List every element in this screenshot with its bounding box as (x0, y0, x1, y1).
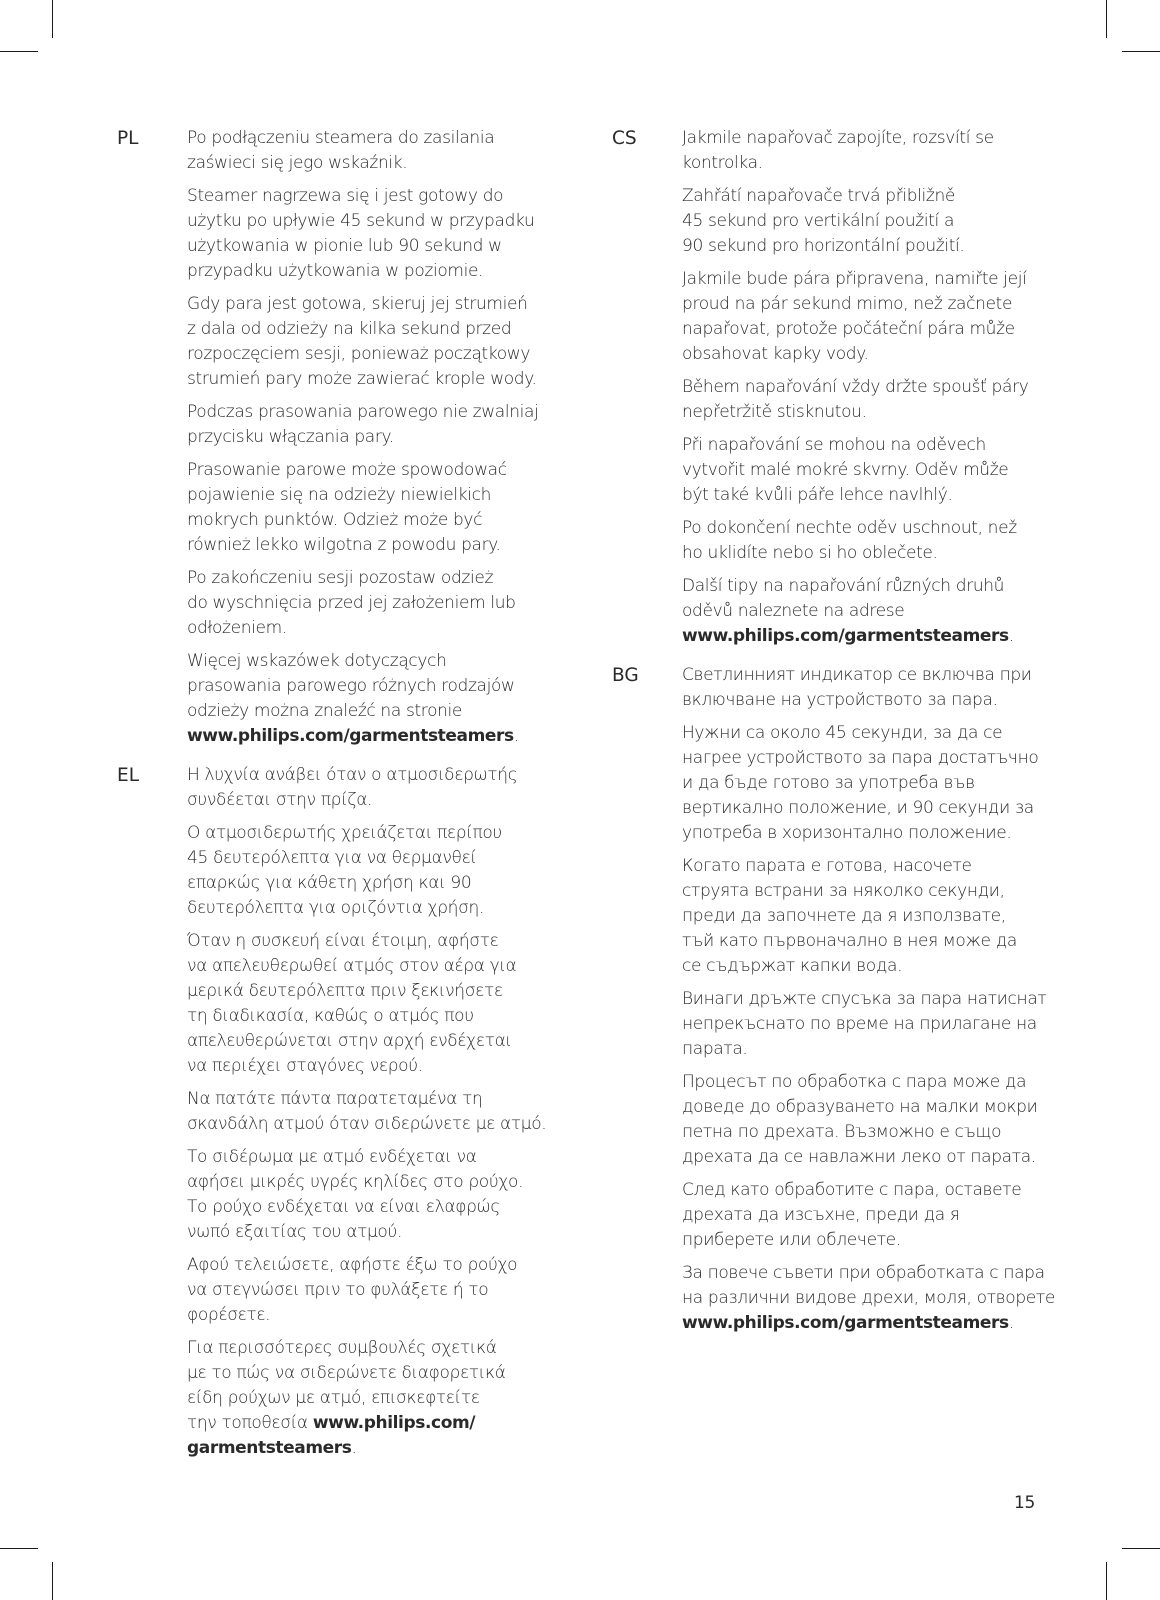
crop-mark (1106, 0, 1107, 38)
philips-link[interactable]: www.philips.com/garmentsteamers (682, 1313, 1009, 1333)
philips-link[interactable]: www.philips.com/garmentsteamers (187, 726, 514, 746)
paragraph: Jakmile napařovač zapojíte, rozsvítí se kontrolka. (682, 128, 994, 173)
paragraph-text: Για περισσότερες συμβουλές σχετικά με το πώς να σιδερώνετε διαφορετικά είδη ρούχων με ατμό, επισκεφτείτε την τοποθεσία (187, 1338, 506, 1433)
paragraph: Po zakończeniu sesji pozostaw odzież do wyschnięcia przed jej założeniem lub odłożeniem. (187, 568, 516, 638)
paragraph: Zahřátí napařovače trvá přibližně 45 sekund pro vertikální použití a 90 sekund pro horizontální použití. (682, 186, 965, 256)
page-number: 15 (1014, 1493, 1036, 1513)
language-code-cs: CS (612, 128, 637, 149)
crop-mark (0, 1548, 38, 1549)
paragraph: Να πατάτε πάντα παρατεταμένα τη σκανδάλη ατμού όταν σιδερώνετε με ατμό. (187, 1089, 547, 1134)
paragraph: Η λυχνία ανάβει όταν ο ατμοσιδερωτής συνδέεται στην πρίζα. (187, 765, 518, 810)
philips-link[interactable]: www.philips.com/ (312, 1413, 476, 1433)
language-code-el: EL (117, 765, 139, 786)
paragraph: Jakmile bude pára připravena, namiřte její proud na pár sekund mimo, než začnete napařovat, protože počáteční pára může obsahovat kapky vody. (682, 269, 1027, 364)
section-el (117, 763, 557, 1461)
philips-link[interactable]: www.philips.com/garmentsteamers (682, 626, 1009, 646)
paragraph: Το σιδέρωμα με ατμό ενδέχεται να αφήσει μικρές υγρές κηλίδες στο ρούχο. Το ρούχο ενδέχεται να είναι ελαφρώς νωπό εξαιτίας του ατμού. (187, 1147, 524, 1242)
paragraph: Όταν η συσκευή είναι έτοιμη, αφήστε να απελευθερωθεί ατμός στον αέρα για μερικά δευτερόλεπτα πριν ξεκινήσετε τη διαδικασία, καθώς ο ατμός που απελευθερώνεται στην αρχή ενδέχεται να περιέχει σταγόνες νερού. (187, 931, 517, 1076)
paragraph: Процесът по обработка с пара може да доведе до образуването на малки мокри петна по дрехата. Възможно е също дрехата да се навлажни леко от парата. (682, 1072, 1038, 1167)
paragraph: Αφού τελειώσετε, αφήστε έξω το ρούχο να στεγνώσει πριν το φυλάξετε ή το φορέσετε. (187, 1255, 518, 1325)
crop-mark (1122, 1548, 1160, 1549)
section-bg (612, 663, 1057, 1336)
left-column (117, 126, 557, 1475)
crop-mark (1122, 51, 1160, 52)
paragraph: Prasowanie parowe może spowodować pojawienie się na odzieży niewielkich mokrych punktów. Odzież może być również lekko wilgotna z powodu pary. (187, 460, 507, 555)
paragraph: Steamer nagrzewa się i jest gotowy do użytku po upływie 45 sekund w przypadku użytkowania w pionie lub 90 sekund w przypadku użytkowania w poziomie. (187, 186, 535, 281)
paragraph-text: Další tipy na napařování různých druhů oděvů naleznete na adrese (682, 576, 1005, 621)
crop-mark (0, 51, 38, 52)
section-pl-body (187, 126, 557, 749)
right-column (612, 126, 1057, 1350)
section-pl (117, 126, 557, 749)
paragraph-with-link: Další tipy na napařování různých druhů oděvů naleznete na adrese www.philips.com/garmentsteamers. (682, 576, 1014, 646)
section-cs-body (682, 126, 1057, 649)
paragraph: Gdy para jest gotowa, skieruj jej strumień z dala od odzieży na kilka sekund przed rozpoczęciem sesji, ponieważ początkowy strumień pary może zawierać krople wody. (187, 294, 537, 389)
paragraph-with-link: За повече съвети при обработката с пара на различни видове дрехи, моля, отворете www.philips.com/garmentsteamers. (682, 1263, 1055, 1333)
paragraph: Ο ατμοσιδερωτής χρειάζεται περίπου 45 δευτερόλεπτα για να θερμανθεί επαρκώς για κάθετη χρήση και 90 δευτερόλεπτα για οριζόντια χρήση. (187, 823, 502, 918)
crop-mark (52, 1562, 53, 1600)
section-el-body (187, 763, 557, 1461)
crop-mark (52, 0, 53, 38)
paragraph: Винаги дръжте спусъка за пара натиснат непрекъснато по време на прилагане на парата. (682, 989, 1047, 1059)
paragraph-with-link: Więcej wskazówek dotyczących prasowania parowego różnych rodzajów odzieży można znaleźć na stronie www.philips.com/garmentsteamers. (187, 651, 519, 746)
paragraph-text: Więcej wskazówek dotyczących prasowania parowego różnych rodzajów odzieży można znaleźć na stronie (187, 651, 515, 721)
crop-mark (1106, 1562, 1107, 1600)
paragraph: Podczas prasowania parowego nie zwalniaj przycisku włączania pary. (187, 402, 539, 447)
language-code-bg: BG (612, 665, 639, 686)
paragraph: Při napařování se mohou na oděvech vytvořit malé mokré skvrny. Oděv může být také kvůli páře lehce navlhlý. (682, 435, 1009, 505)
paragraph: Светлинният индикатор се включва при включване на устройството за пара. (682, 665, 1032, 710)
section-cs (612, 126, 1057, 649)
paragraph: Когато парата е готова, насочете струята встрани за няколко секунди, преди да започнете да я използвате, тъй като първоначално в нея може да се съдържат капки вода. (682, 856, 1017, 976)
philips-link[interactable]: garmentsteamers (187, 1438, 352, 1458)
paragraph-text: За повече съвети при обработката с пара на различни видове дрехи, моля, отворете (682, 1263, 1055, 1308)
paragraph: След като обработите с пара, оставете дрехата да изсъхне, преди да я приберете или облечете. (682, 1180, 1022, 1250)
language-code-pl: PL (117, 128, 139, 149)
section-bg-body (682, 663, 1057, 1336)
paragraph: Po dokončení nechte oděv uschnout, než ho uklidíte nebo si ho oblečete. (682, 518, 1017, 563)
paragraph-with-link: Για περισσότερες συμβουλές σχετικά με το πώς να σιδερώνετε διαφορετικά είδη ρούχων με ατμό, επισκεφτείτε την τοποθεσία www.philips.com/ garmentsteamers. (187, 1338, 506, 1458)
paragraph: Po podłączeniu steamera do zasilania zaświeci się jego wskaźnik. (187, 128, 495, 173)
paragraph: Během napařování vždy držte spoušť páry nepřetržitě stisknutou. (682, 377, 1029, 422)
paragraph: Нужни са около 45 секунди, за да се нагрее устройството за пара достатъчно и да бъде готово за употреба във вертикално положение, и 90 секунди за употреба в хоризонтално положение. (682, 723, 1039, 843)
